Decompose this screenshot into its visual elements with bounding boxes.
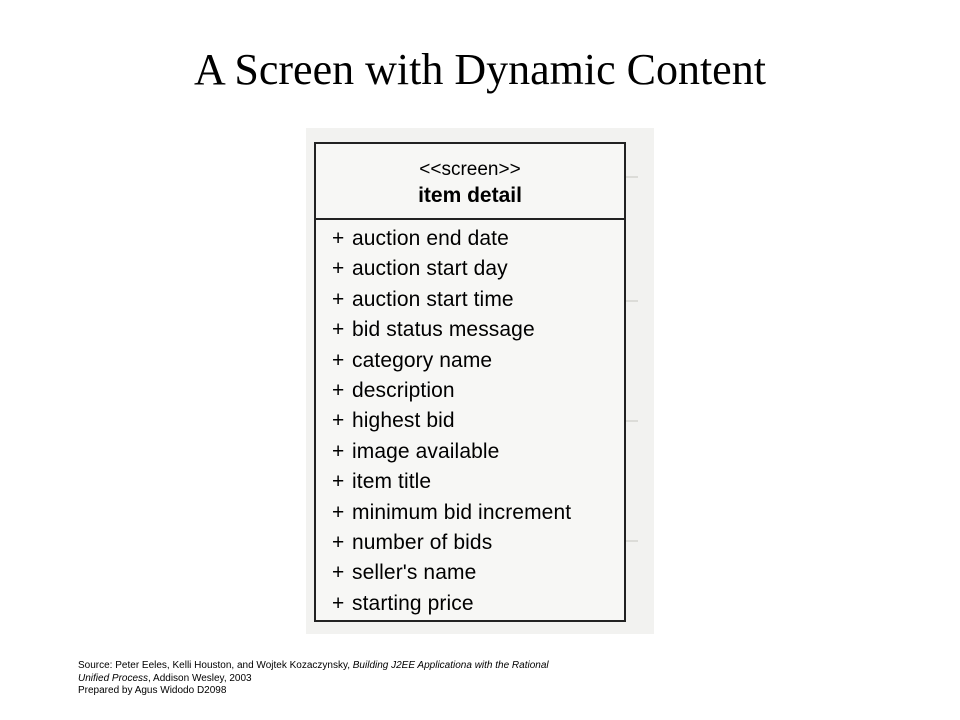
- uml-class-box: [314, 142, 626, 622]
- citation-book-title-cont: Unified Process: [78, 672, 149, 684]
- uml-attribute: [332, 558, 624, 588]
- attribute-visibility-plus: +: [332, 257, 345, 281]
- uml-attribute: [332, 254, 624, 284]
- attribute-visibility-plus: +: [332, 470, 345, 494]
- attribute-visibility-plus: +: [332, 500, 345, 524]
- uml-attribute: [332, 285, 624, 315]
- uml-attribute: [332, 437, 624, 467]
- uml-attribute: [332, 498, 624, 528]
- attribute-visibility-plus: +: [332, 318, 345, 342]
- attribute-name: category name: [352, 348, 493, 372]
- attribute-name: seller's name: [352, 561, 477, 585]
- uml-attribute: [332, 406, 624, 436]
- citation-prepared-by: Prepared by Agus Widodo D2098: [78, 685, 227, 696]
- uml-attribute: [332, 376, 624, 406]
- uml-class-name: item detail: [418, 184, 522, 207]
- attribute-name: description: [352, 379, 455, 403]
- attribute-visibility-plus: +: [332, 348, 345, 372]
- uml-attribute: [332, 346, 624, 376]
- uml-attribute: [332, 467, 624, 497]
- attribute-name: item title: [352, 470, 432, 494]
- uml-stereotype: <<screen>>: [419, 159, 521, 180]
- uml-attribute: [332, 315, 624, 345]
- citation-book-title: Building J2EE Applicationa with the Rational: [352, 660, 549, 671]
- uml-attribute: [332, 224, 624, 254]
- attribute-visibility-plus: +: [332, 439, 345, 463]
- attribute-name: minimum bid increment: [352, 500, 572, 524]
- citation-authors: Source: Peter Eeles, Kelli Houston, and Wojtek Kozaczynsky,: [78, 660, 353, 671]
- uml-attribute-list: [316, 220, 624, 619]
- citation-publisher: , Addison Wesley, 2003: [148, 672, 252, 684]
- attribute-visibility-plus: +: [332, 409, 345, 433]
- attribute-visibility-plus: +: [332, 287, 345, 311]
- uml-attribute: [332, 589, 624, 619]
- attribute-visibility-plus: +: [332, 531, 345, 555]
- uml-class-header: [316, 144, 624, 220]
- attribute-name: auction end date: [352, 227, 509, 250]
- attribute-name: bid status message: [352, 318, 535, 342]
- attribute-visibility-plus: +: [332, 591, 345, 615]
- attribute-name: auction start day: [352, 257, 508, 281]
- attribute-name: number of bids: [352, 531, 493, 555]
- attribute-name: highest bid: [352, 409, 455, 433]
- attribute-name: starting price: [352, 591, 474, 615]
- attribute-visibility-plus: +: [332, 561, 345, 585]
- citation-line-2: [78, 673, 698, 686]
- attribute-name: auction start time: [352, 287, 514, 311]
- source-citation: [78, 660, 698, 698]
- attribute-name: image available: [352, 439, 500, 463]
- attribute-visibility-plus: +: [332, 379, 345, 403]
- citation-line-1: [78, 660, 698, 673]
- slide-title: A Screen with Dynamic Content: [194, 45, 766, 94]
- uml-attribute: [332, 528, 624, 558]
- attribute-visibility-plus: +: [332, 227, 345, 250]
